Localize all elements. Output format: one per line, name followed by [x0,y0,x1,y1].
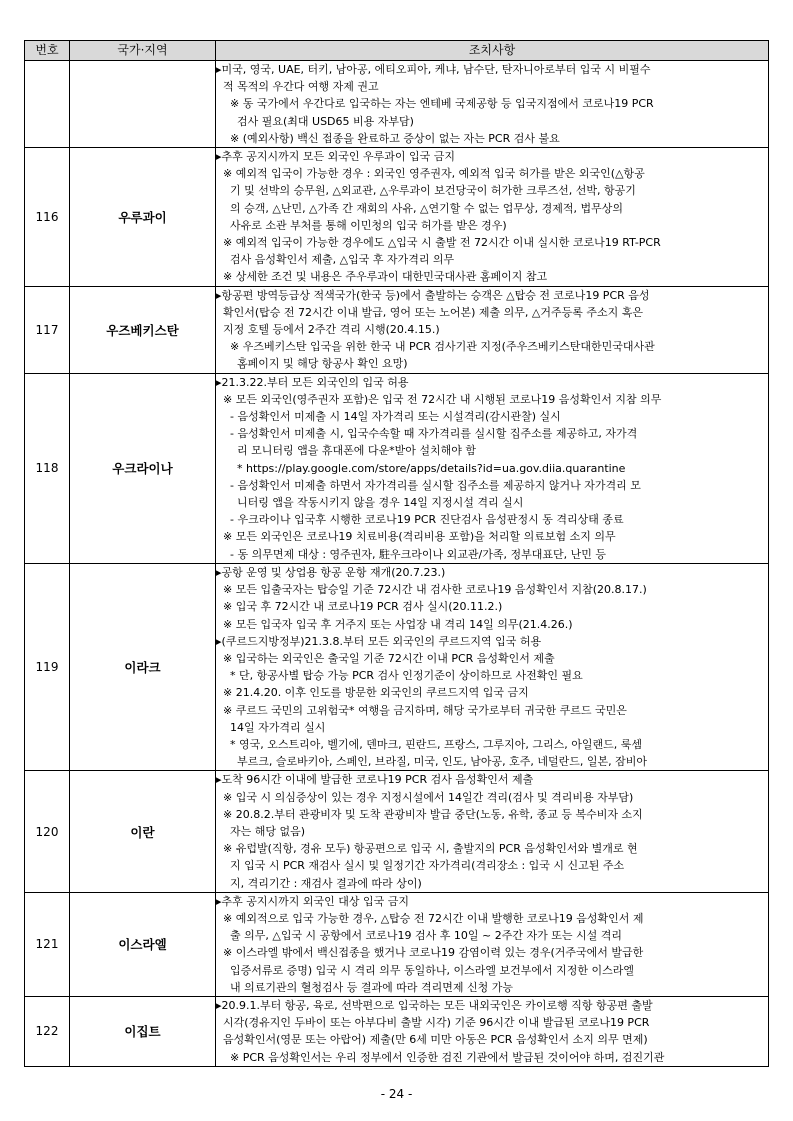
table-row [25,996,769,1066]
measure-line: 확인서(탑승 전 72시간 이내 발급, 영어 또는 노어본) 제출 의무, △거주등록 주소지 혹은 [216,305,644,319]
measure-line: 자는 해당 없음) [216,824,306,838]
country-name: 우루과이 [70,148,216,287]
row-number: 119 [25,563,70,770]
measures-cell [216,892,769,996]
country-name: 우즈베키스탄 [70,286,216,373]
measure-line: 14일 자가격리 실시 [216,720,326,734]
table-row [25,771,769,892]
measure-line: 입증서류로 증명) 입국 시 격리 의무 동일하나, 이스라엘 보건부에서 지정한 이스라엘 [216,963,635,977]
country-name: 이란 [70,771,216,892]
measures-cell [216,148,769,287]
measure-line: ※ 동 국가에서 우간다로 입국하는 자는 엔테베 국제공항 등 입국지점에서 코로나19 PCR [216,97,654,111]
measure-line: 검사 음성확인서 제출, △입국 후 자가격리 의무 [216,253,455,267]
measure-line: ▸공항 운영 및 상업용 항공 운항 재개(20.7.23.) [216,565,446,579]
country-name: 이라크 [70,563,216,770]
header-number: 번호 [25,41,70,61]
measure-line: 홈페이지 및 해당 항공사 확인 요망) [216,357,408,371]
measures-cell [216,373,769,563]
measure-line: 출 의무, △입국 시 공항에서 코로나19 검사 후 10일 ~ 2주간 자가 또는 시설 격리 [216,929,623,943]
measures-table [24,40,769,1067]
row-number: 121 [25,892,70,996]
table-row [25,286,769,373]
header-country: 국가·지역 [70,41,216,61]
measure-line: ※ 21.4.20. 이후 인도를 방문한 외국인의 쿠르드지역 입국 금지 [216,686,529,700]
measure-line: 검사 필요(최대 USD65 비용 자부담) [216,114,414,128]
measure-line: * 영국, 오스트리아, 벨기에, 덴마크, 핀란드, 프랑스, 그루지아, 그리스, 아일랜드, 룩셈 [216,737,642,751]
table-header-row [25,41,769,61]
measure-line: 지 입국 시 PCR 재검사 실시 및 일정기간 자가격리(격리장소 : 입국 시 신고된 주소 [216,859,625,873]
measure-line: ※ (예외사항) 백신 접종을 완료하고 증상이 없는 자는 PCR 검사 불요 [216,131,560,145]
measures-cell [216,563,769,770]
measure-line: ▸도착 96시간 이내에 발급한 코로나19 PCR 검사 음성확인서 제출 [216,773,534,787]
measures-cell [216,61,769,148]
table-row [25,892,769,996]
country-name [70,61,216,148]
measure-line: ※ 입국하는 외국인은 출국일 기준 72시간 이내 PCR 음성확인서 제출 [216,651,555,665]
row-number: 120 [25,771,70,892]
row-number: 117 [25,286,70,373]
measure-line: ※ 상세한 조건 및 내용은 주우루과이 대한민국대사관 홈페이지 참고 [216,270,548,284]
row-number: 122 [25,996,70,1066]
table-body [25,61,769,1067]
row-number [25,61,70,148]
table-row [25,148,769,287]
measure-line: 지, 격리기간 : 재검사 결과에 따라 상이) [216,876,422,890]
measure-line: ▸20.9.1.부터 항공, 육로, 선박편으로 입국하는 모든 내외국인은 카이로행 직항 항공편 출발 [216,998,653,1012]
measure-line: ▸추후 공지시까지 모든 외국인 우루과이 입국 금지 [216,150,456,164]
measure-line: ▸21.3.22.부터 모든 외국인의 입국 허용 [216,375,409,389]
measure-line: 니터링 앱을 작동시키지 않을 경우 14일 지정시설 격리 실시 [216,496,524,510]
measure-line: * https://play.google.com/store/apps/details?id=ua.gov.diia.quarantine [216,461,626,475]
measure-line: 지정 호텔 등에서 2주간 격리 시행(20.4.15.) [216,323,440,337]
measure-line: 의 승객, △난민, △가족 간 재회의 사유, △연기할 수 없는 업무상, 경제적, 법무상의 [216,201,623,215]
measure-line: 음성확인서(영문 또는 아랍어) 제출(만 6세 미만 아동은 PCR 음성확인서 소지 의무 면제) [216,1033,648,1047]
table-row [25,563,769,770]
measure-line: ▸(쿠르드지방정부)21.3.8.부터 모든 외국인의 쿠르드지역 입국 허용 [216,634,542,648]
country-name: 우크라이나 [70,373,216,563]
table-row [25,61,769,148]
measure-line: - 음성확인서 미제출 하면서 자가격리를 실시할 집주소를 제공하지 않거나 자가격리 모 [216,478,641,492]
measure-line: ※ 모든 입국자 입국 후 거주지 또는 사업장 내 격리 14일 의무(21.4.26.) [216,617,573,631]
measure-line: ▸미국, 영국, UAE, 터키, 남아공, 에티오피아, 케냐, 남수단, 탄자니아로부터 입국 시 비필수 [216,63,651,76]
row-number: 118 [25,373,70,563]
measure-line: - 음성확인서 미제출 시 14일 자가격리 또는 시설격리(감시관찰) 실시 [216,410,561,424]
page-number: - 24 - [380,1087,413,1101]
measure-line: ※ 우즈베키스탄 입국을 위한 한국 내 PCR 검사기관 지정(주우즈베키스탄대한민국대사관 [216,340,655,354]
measure-line: ※ 20.8.2.부터 관광비자 및 도착 관광비자 발급 중단(노동, 유학, 종교 등 복수비자 소지 [216,807,643,821]
measure-line: - 음성확인서 미제출 시, 입국수속할 때 자가격리를 실시할 집주소를 제공하고, 자가격 [216,427,638,441]
measure-line: ※ 쿠르드 국민의 고위험국* 여행을 금지하며, 해당 국가로부터 귀국한 쿠르드 국민은 [216,703,627,717]
measure-line: 적 목적의 우간다 여행 자제 권고 [216,80,379,94]
measures-cell [216,286,769,373]
measure-line: ※ 유럽발(직항, 경유 모두) 항공편으로 입국 시, 출발지의 PCR 음성확인서와 별개로 현 [216,842,638,856]
measure-line: ※ 입국 후 72시간 내 코로나19 PCR 검사 실시(20.11.2.) [216,600,503,614]
measure-line: 리 모니터링 앱을 휴대폰에 다운*받아 설치해야 함 [216,444,476,458]
measure-line: 부르크, 슬로바키아, 스페인, 브라질, 미국, 인도, 남아공, 호주, 네덜란드, 일본, 잠비아 [216,755,647,769]
measure-line: 사유로 소관 부처를 통해 이민청의 입국 허가를 받은 경우) [216,218,507,232]
measure-line: ▸추후 공지시까지 외국인 대상 입국 금지 [216,894,410,908]
measure-line: * 단, 항공사별 탑승 가능 PCR 검사 인정기준이 상이하므로 사전확인 필요 [216,669,583,683]
measure-line: ※ PCR 음성확인서는 우리 정부에서 인증한 검진 기관에서 발급된 것이어야 하며, 검진기관 [216,1050,665,1064]
measure-line: ※ 예외적으로 입국 가능한 경우, △탑승 전 72시간 이내 발행한 코로나19 음성확인서 제 [216,911,644,925]
country-name: 이집트 [70,996,216,1066]
measure-line: ▸항공편 방역등급상 적색국가(한국 등)에서 출발하는 승객은 △탑승 전 코로나19 PCR 음성 [216,288,650,302]
measure-line: 내 의료기관의 혈청검사 등 결과에 따라 격리면제 신청 가능 [216,980,513,994]
header-measures: 조치사항 [216,41,769,61]
measure-line: ※ 모든 외국인은 코로나19 치료비용(격리비용 포함)을 처리할 의료보험 소지 의무 [216,530,616,544]
measure-line: - 우크라이나 입국후 시행한 코로나19 PCR 진단검사 음성판정시 동 격리상태 종료 [216,513,624,527]
measure-line: 기 및 선박의 승무원, △외교관, △우루과이 보건당국이 허가한 크루즈선, 선박, 항공기 [216,184,636,198]
measure-line: ※ 모든 외국인(영주권자 포함)은 입국 전 72시간 내 시행된 코로나19 음성확인서 지참 의무 [216,392,662,406]
measure-line: ※ 이스라엘 밖에서 백신접종을 했거나 코로나19 감염이력 있는 경우(거주국에서 발급한 [216,946,644,960]
measure-line: - 동 의무면제 대상 : 영주권자, 駐우크라이나 외교관/가족, 정부대표단, 난민 등 [216,547,606,561]
measures-cell [216,996,769,1066]
country-name: 이스라엘 [70,892,216,996]
measure-line: ※ 예외적 입국이 가능한 경우 : 외국인 영주권자, 예외적 입국 허가를 받은 외국인(△항공 [216,167,645,181]
measure-line: ※ 모든 입출국자는 탑승일 기준 72시간 내 검사한 코로나19 음성확인서 지참(20.8.17.) [216,583,647,597]
measure-line: ※ 입국 시 의심증상이 있는 경우 지정시설에서 14일간 격리(검사 및 격리비용 자부담) [216,790,634,804]
measures-cell [216,771,769,892]
measure-line: ※ 예외적 입국이 가능한 경우에도 △입국 시 출발 전 72시간 이내 실시한 코로나19 RT-PCR [216,236,661,250]
measure-line: 시각(경유지인 두바이 또는 아부다비 출발 시각) 기준 96시간 이내 발급된 코로나19 PCR [216,1016,650,1030]
table-row [25,373,769,563]
row-number: 116 [25,148,70,287]
